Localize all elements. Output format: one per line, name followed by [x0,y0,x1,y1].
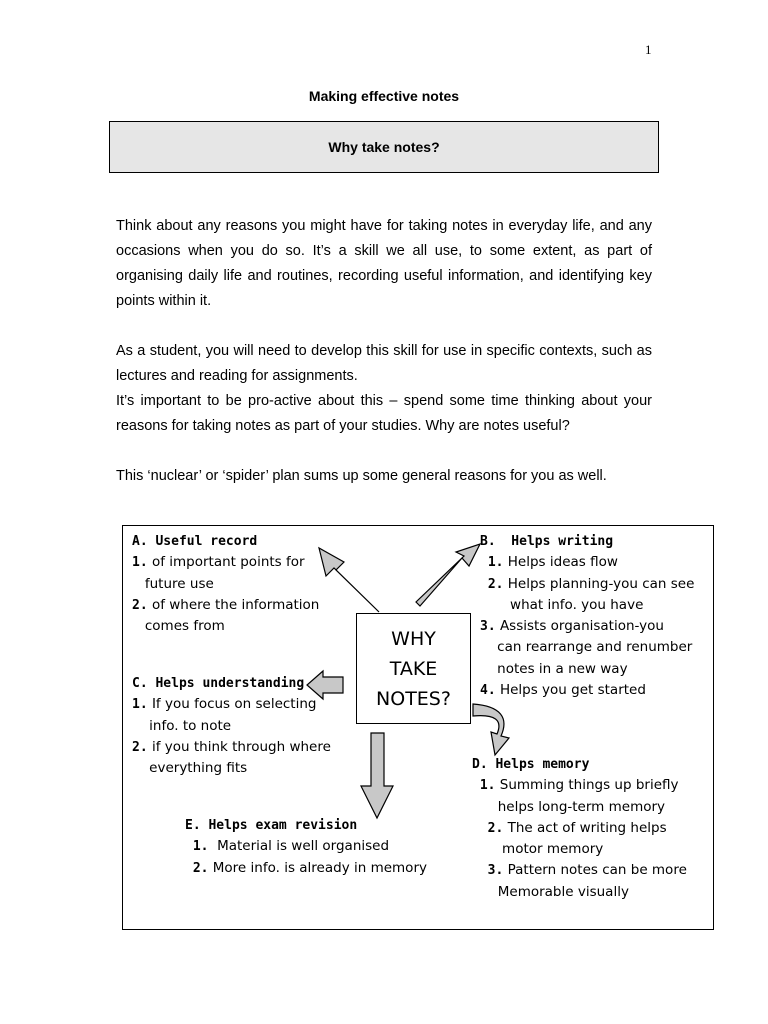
list-item: motor memory [472,841,604,858]
list-item: 3. Pattern notes can be more [472,862,687,879]
section-heading: Why take notes? [328,139,440,155]
list-item: 1. Material is well organised [185,838,390,855]
arrow-to-d-icon [473,704,509,755]
block-useful-record [132,532,319,637]
list-item: 1. Helps ideas flow [480,554,618,571]
list-item: 1. Summing things up briefly [472,777,679,794]
why-take-notes-box [356,613,471,724]
document-title: Making effective notes [308,88,460,104]
list-item: 2. Helps planning-you can see [480,575,695,592]
list-item: can rearrange and renumber [480,639,693,656]
arrow-to-b-icon [416,544,480,606]
arrow-to-a-icon [319,548,379,612]
list-item: 2. of where the information [132,596,320,613]
block-helps-understanding [132,674,331,779]
list-item: notes in a new way [480,660,628,677]
list-item: 3. Assists organisation-you [480,618,664,635]
list-item: future use [132,575,214,592]
list-item: 2. More info. is already in memory [185,859,427,876]
block-c-title: C. Helps understanding [132,676,305,691]
spider-diagram [122,525,714,930]
proactive-paragraph: It’s important to be pro-active about this – spend some time thinking about your reasons for taking notes as part of your studies. Why are notes useful? [116,393,652,434]
list-item: 2. The act of writing helps [472,819,667,836]
spider-plan-paragraph: This ‘nuclear’ or ‘spider’ plan sums up some general reasons for you as well. [116,468,607,484]
center-line-2: TAKE [389,657,438,680]
block-a-title: A. Useful record [132,534,258,549]
block-e-title: E. Helps exam revision [185,818,358,833]
arrow-to-e-icon [361,733,393,818]
list-item: 2. if you think through where [132,738,331,755]
list-item: 1. If you focus on selecting [132,696,317,713]
intro-paragraph: Think about any reasons you might have for taking notes in everyday life, and any occasions when you do so. It’s a skill we all use, to some extent, as part of organising daily life and routines, recording useful information, and identifying key points within it. [116,218,652,309]
list-item: everything fits [132,760,248,777]
center-line-1: WHY [391,627,436,650]
list-item: comes from [132,618,225,635]
list-item: Memorable visually [472,883,629,900]
section-heading-box [109,121,659,173]
block-helps-writing [480,532,694,701]
center-line-3: NOTES? [376,687,451,710]
block-helps-memory [472,755,687,903]
list-item: what info. you have [480,596,644,613]
block-b-title: B. Helps writing [480,534,614,549]
list-item: info. to note [132,717,232,734]
list-item: 1. of important points for [132,554,305,571]
block-d-title: D. Helps memory [472,757,590,772]
student-paragraph: As a student, you will need to develop this skill for use in specific contexts, such as lectures and reading for assignments. [116,343,652,384]
list-item: 4. Helps you get started [480,682,646,699]
page-number: 1 [645,42,652,57]
block-helps-exam-revision [185,816,427,879]
list-item: helps long-term memory [472,798,666,815]
